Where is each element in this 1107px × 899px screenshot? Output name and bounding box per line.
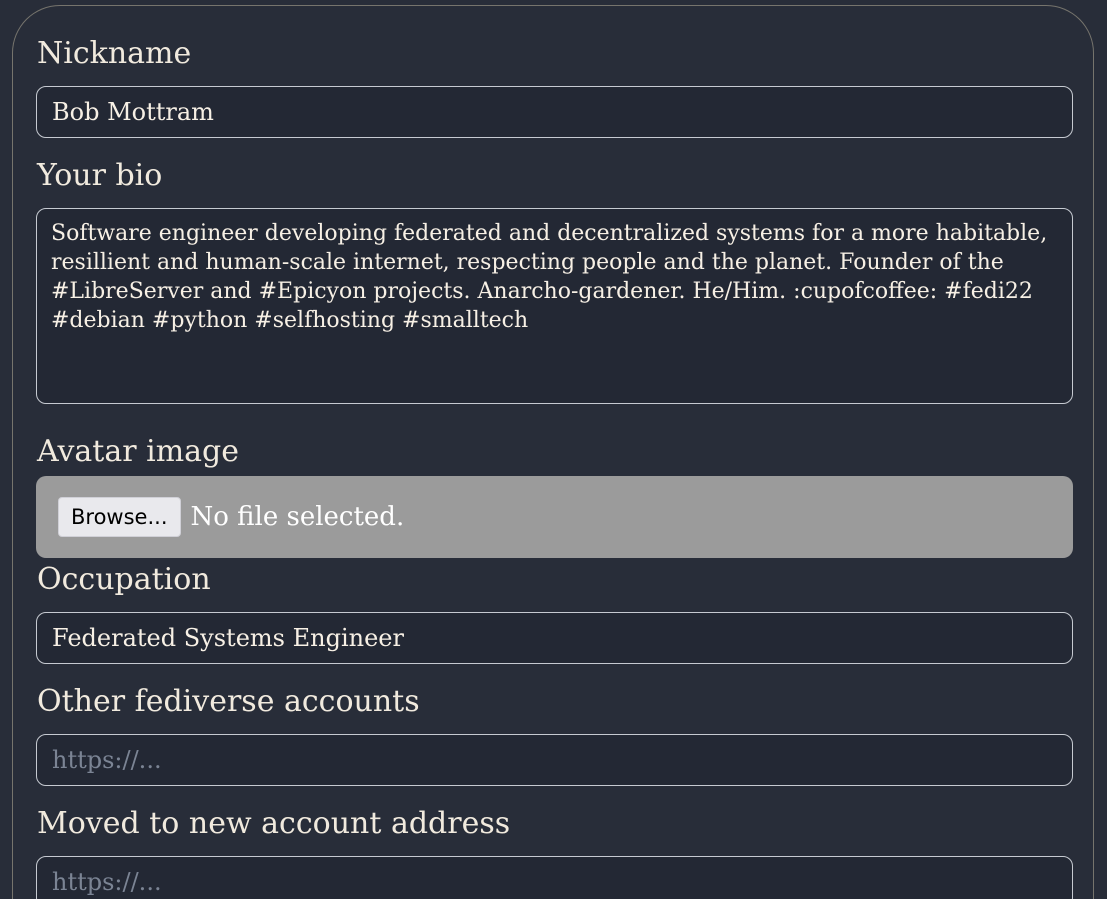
occupation-input[interactable] (36, 612, 1073, 664)
browse-button[interactable]: Browse... (58, 497, 181, 537)
other-fediverse-accounts-label: Other fediverse accounts (37, 684, 420, 719)
nickname-label: Nickname (37, 36, 192, 71)
file-status-text: No file selected. (190, 502, 405, 532)
bio-label: Your bio (37, 158, 163, 193)
occupation-label: Occupation (37, 562, 211, 597)
moved-to-label: Moved to new account address (37, 806, 511, 841)
other-fediverse-accounts-input[interactable] (36, 734, 1073, 786)
profile-settings-panel (12, 5, 1094, 899)
moved-to-input[interactable] (36, 856, 1073, 899)
bio-textarea[interactable] (36, 208, 1073, 404)
nickname-input[interactable] (36, 86, 1073, 138)
avatar-image-label: Avatar image (37, 434, 239, 469)
avatar-file-input[interactable] (36, 476, 1073, 558)
